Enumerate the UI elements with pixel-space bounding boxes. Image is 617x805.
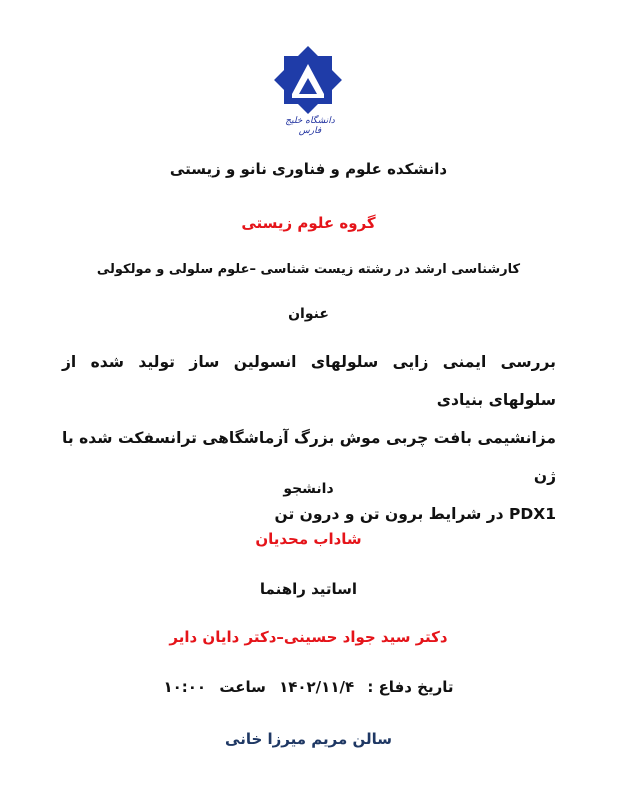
supervisors-label: اساتید راهنما: [259, 580, 358, 598]
supervisors-names: دکتر سید جواد حسینی–دکتر دایان دایر: [169, 628, 448, 646]
program-name: کارشناسی ارشد در رشته زیست شناسی –علوم سلولی و مولکولی: [96, 262, 521, 277]
faculty-name: دانشکده علوم و فناوری نانو و زیستی: [169, 160, 448, 178]
defense-date: ۱۴۰۲/۱۱/۴: [279, 678, 355, 696]
defense-time-label: ساعت: [219, 678, 266, 696]
thesis-title-line-3: PDX1 در شرایط برون تن و درون تن: [274, 505, 556, 523]
thesis-title-line-2: مزانشیمی بافت چربی موش بزرگ آزماشگاهی ترانسفکت شده با ژن: [62, 429, 556, 485]
defense-time: ۱۰:۰۰: [163, 678, 207, 696]
venue: سالن مریم میرزا خانی: [225, 730, 392, 748]
student-label: دانشجو: [283, 481, 334, 497]
logo-caption: دانشگاه خلیج فارس: [285, 116, 335, 136]
thesis-title: [62, 343, 556, 533]
thesis-title-line-1: بررسی ایمنی زایی سلولهای انسولین ساز تولید شده از سلولهای بنیادی: [62, 353, 556, 409]
defense-date-label: تاریخ دفاع :: [367, 678, 454, 696]
department-name: گروه علوم زیستی: [241, 214, 376, 232]
title-label: عنوان: [288, 306, 329, 322]
student-name: شاداب محدیان: [255, 530, 362, 548]
defense-info: [40, 678, 577, 696]
